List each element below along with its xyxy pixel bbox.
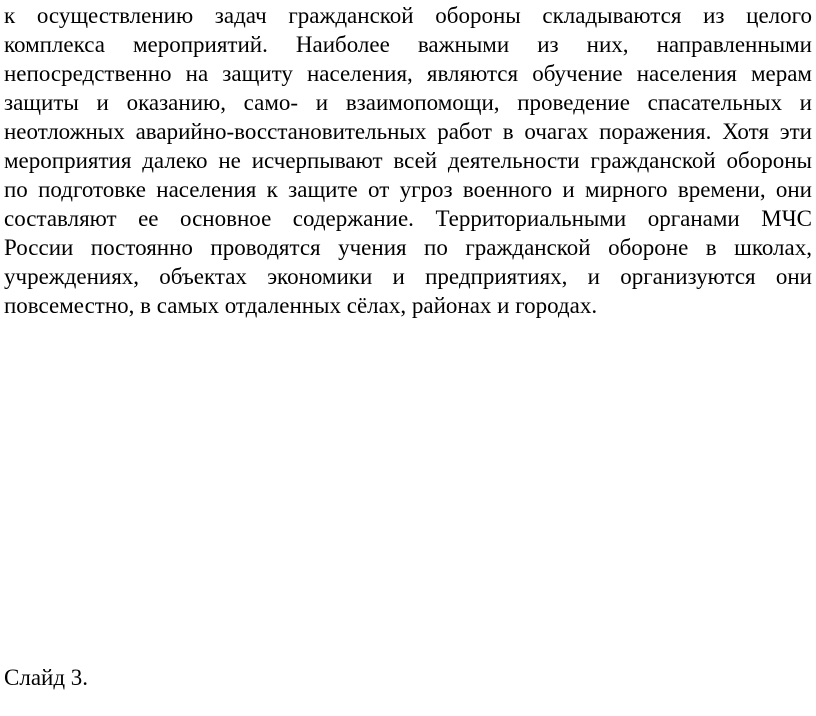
paragraph-line-1: к осуществлению задач гражданской обороны складываются из целого — [4, 3, 812, 28]
paragraph-line-4: защиты и оказанию, само- и взаимопомощи, проведение спасательных и — [4, 90, 812, 115]
paragraph-line-9: России постоянно проводятся учения по гражданской обороне в школах, — [4, 235, 812, 260]
slide-label: Слайд 3. — [4, 665, 89, 690]
paragraph-line-2: комплекса мероприятий. Наиболее важными из них, направленными — [4, 32, 812, 57]
paragraph-line-11: повсеместно, в самых отдаленных сёлах, районах и городах. — [4, 293, 598, 318]
paragraph-line-5: неотложных аварийно-восстановительных работ в очагах поражения. Хотя эти — [4, 119, 812, 144]
paragraph-line-8: составляют ее основное содержание. Территориальными органами МЧС — [4, 206, 812, 231]
paragraph-line-7: по подготовке населения к защите от угроз военного и мирного времени, они — [4, 177, 812, 202]
paragraph-line-6: мероприятия далеко не исчерпывают всей деятельности гражданской обороны — [4, 148, 812, 173]
body-paragraph — [4, 1, 812, 320]
paragraph-line-3: непосредственно на защиту населения, являются обучение населения мерам — [4, 61, 812, 86]
paragraph-line-10: учреждениях, объектах экономики и предприятиях, и организуются они — [4, 264, 812, 289]
